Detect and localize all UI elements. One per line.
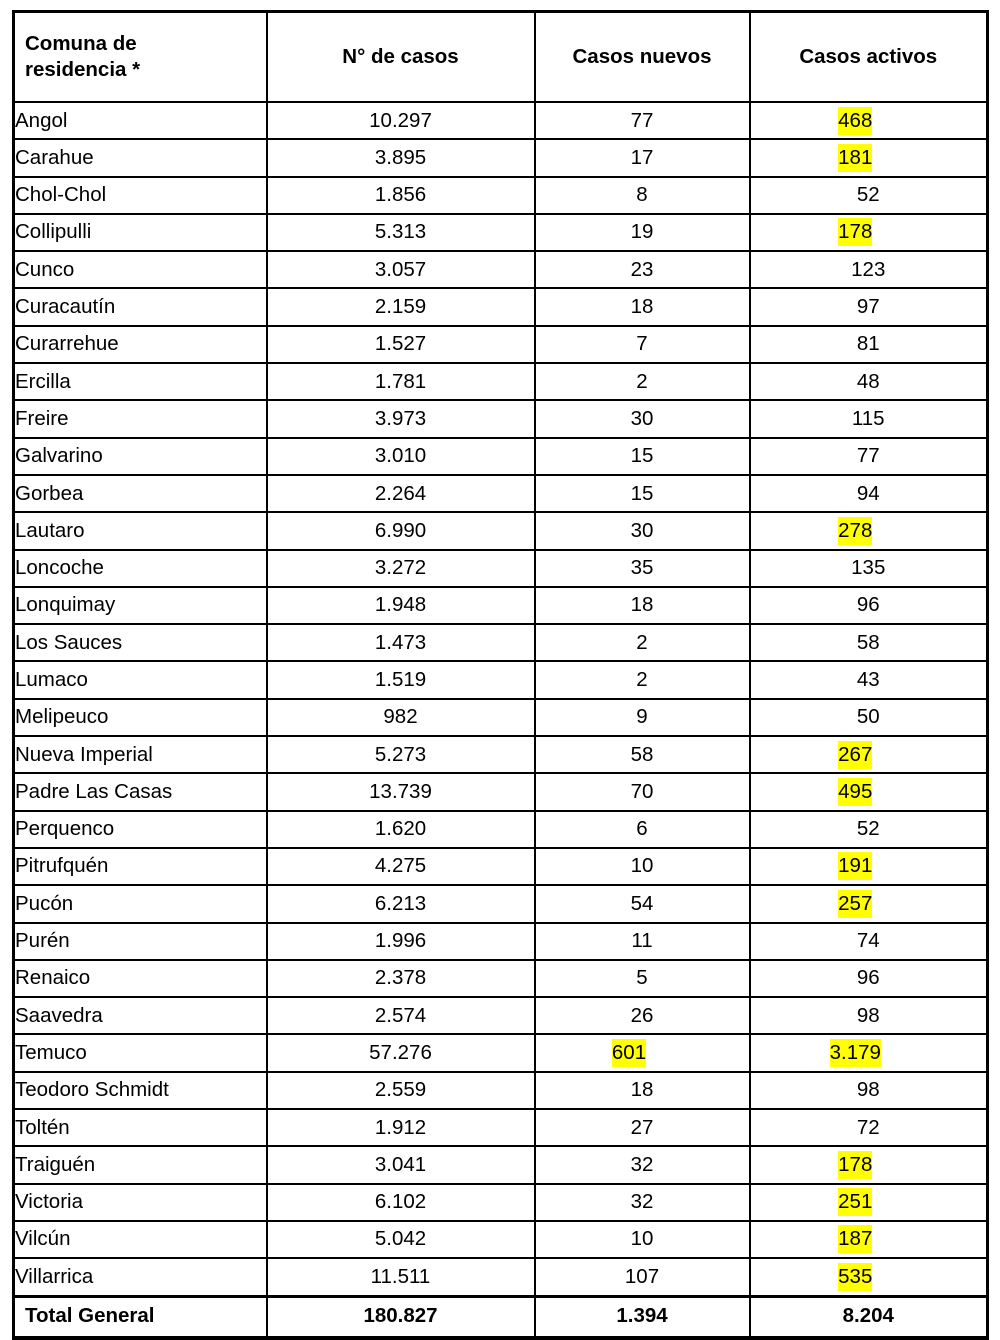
- cell-casos-nuevos: 54: [535, 885, 750, 922]
- table-row: [14, 923, 988, 960]
- cell-comuna: Ercilla: [14, 363, 267, 400]
- cell-casos-activos: 48: [750, 363, 988, 400]
- cell-comuna: Galvarino: [14, 438, 267, 475]
- cell-casos-nuevos: 32: [535, 1184, 750, 1221]
- cell-casos: 1.856: [267, 177, 535, 214]
- cell-comuna: Curacautín: [14, 288, 267, 325]
- cell-casos-activos: [750, 214, 988, 251]
- cell-comuna: Padre Las Casas: [14, 773, 267, 810]
- cell-casos-activos: 94: [750, 475, 988, 512]
- cell-casos-nuevos: 7: [535, 326, 750, 363]
- table-row: [14, 438, 988, 475]
- cell-casos: 13.739: [267, 773, 535, 810]
- cell-casos-activos: 98: [750, 997, 988, 1034]
- table-row: [14, 587, 988, 624]
- column-header-comuna-line1: Comuna de: [25, 31, 137, 55]
- cell-comuna: Freire: [14, 400, 267, 437]
- table-row: [14, 811, 988, 848]
- cell-casos-activos: 72: [750, 1109, 988, 1146]
- cell-casos-nuevos: 2: [535, 624, 750, 661]
- table-row: [14, 661, 988, 698]
- cell-casos: 57.276: [267, 1034, 535, 1071]
- cell-casos-nuevos: 10: [535, 848, 750, 885]
- cell-comuna: Nueva Imperial: [14, 736, 267, 773]
- cell-casos-nuevos: 107: [535, 1258, 750, 1296]
- table-row: [14, 363, 988, 400]
- table-row: [14, 177, 988, 214]
- cell-comuna: Traiguén: [14, 1146, 267, 1183]
- cell-casos-activos: [750, 1221, 988, 1258]
- cell-casos-nuevos: 58: [535, 736, 750, 773]
- highlight-marker: 601: [612, 1039, 646, 1067]
- cell-casos-activos: 98: [750, 1072, 988, 1109]
- cell-casos-activos: 115: [750, 400, 988, 437]
- highlight-marker: 495: [838, 778, 872, 806]
- cell-comuna: Victoria: [14, 1184, 267, 1221]
- cell-casos-nuevos: 32: [535, 1146, 750, 1183]
- cell-casos: 3.895: [267, 139, 535, 176]
- cell-casos-nuevos: 23: [535, 251, 750, 288]
- cell-casos-activos: 123: [750, 251, 988, 288]
- cell-casos: 1.948: [267, 587, 535, 624]
- cell-comuna: Renaico: [14, 960, 267, 997]
- cell-casos-activos: 50: [750, 699, 988, 736]
- cell-casos: 3.041: [267, 1146, 535, 1183]
- cell-casos-activos: [750, 1184, 988, 1221]
- table-row: [14, 1072, 988, 1109]
- total-casos-nuevos: 1.394: [535, 1296, 750, 1338]
- cell-casos: 1.527: [267, 326, 535, 363]
- cell-comuna: Loncoche: [14, 550, 267, 587]
- column-header-casos-activos: Casos activos: [750, 12, 988, 103]
- cell-casos-activos: [750, 1258, 988, 1296]
- table-row: [14, 773, 988, 810]
- cell-casos: 11.511: [267, 1258, 535, 1296]
- table-row: [14, 885, 988, 922]
- cell-casos: 3.973: [267, 400, 535, 437]
- cell-casos: 6.990: [267, 512, 535, 549]
- table-row: [14, 139, 988, 176]
- cell-casos-activos: 135: [750, 550, 988, 587]
- highlight-marker: 178: [838, 218, 872, 246]
- column-header-casos-nuevos: Casos nuevos: [535, 12, 750, 103]
- column-header-casos: N° de casos: [267, 12, 535, 103]
- cell-casos-activos: 43: [750, 661, 988, 698]
- table-row: [14, 1221, 988, 1258]
- cell-casos-activos: 96: [750, 587, 988, 624]
- table-row: [14, 736, 988, 773]
- cell-casos-nuevos: 30: [535, 512, 750, 549]
- cell-comuna: Perquenco: [14, 811, 267, 848]
- cell-comuna: Pitrufquén: [14, 848, 267, 885]
- cell-casos-nuevos: 6: [535, 811, 750, 848]
- table-row: [14, 1184, 988, 1221]
- highlight-marker: 267: [838, 741, 872, 769]
- cell-comuna: Cunco: [14, 251, 267, 288]
- cell-comuna: Villarrica: [14, 1258, 267, 1296]
- cell-casos-nuevos: 18: [535, 587, 750, 624]
- cell-casos-activos: [750, 848, 988, 885]
- cell-casos: 6.102: [267, 1184, 535, 1221]
- cell-casos-activos: [750, 139, 988, 176]
- table-row: [14, 512, 988, 549]
- cell-comuna: Purén: [14, 923, 267, 960]
- cell-casos-activos: 58: [750, 624, 988, 661]
- cell-comuna: Collipulli: [14, 214, 267, 251]
- cell-casos-nuevos: 11: [535, 923, 750, 960]
- cell-comuna: Saavedra: [14, 997, 267, 1034]
- cell-comuna: Chol-Chol: [14, 177, 267, 214]
- total-label: Total General: [14, 1296, 267, 1338]
- cell-casos-nuevos: 17: [535, 139, 750, 176]
- cell-casos-nuevos: [535, 1034, 750, 1071]
- cell-comuna: Pucón: [14, 885, 267, 922]
- cell-casos-nuevos: 26: [535, 997, 750, 1034]
- highlight-marker: 3.179: [830, 1039, 881, 1067]
- highlight-marker: 187: [838, 1225, 872, 1253]
- cell-casos-nuevos: 18: [535, 1072, 750, 1109]
- cell-casos-nuevos: 15: [535, 475, 750, 512]
- cell-casos-nuevos: 19: [535, 214, 750, 251]
- header-row: [14, 12, 988, 103]
- table-header: [14, 12, 988, 103]
- cell-casos-nuevos: 70: [535, 773, 750, 810]
- cell-casos-nuevos: 30: [535, 400, 750, 437]
- cell-casos-activos: [750, 1034, 988, 1071]
- cell-casos: 2.264: [267, 475, 535, 512]
- total-casos: 180.827: [267, 1296, 535, 1338]
- cell-casos: 2.574: [267, 997, 535, 1034]
- column-header-comuna: [14, 12, 267, 103]
- cell-casos-nuevos: 2: [535, 363, 750, 400]
- cell-casos: 6.213: [267, 885, 535, 922]
- table-row: [14, 624, 988, 661]
- table-row: [14, 550, 988, 587]
- cell-comuna: Lonquimay: [14, 587, 267, 624]
- cell-casos-nuevos: 5: [535, 960, 750, 997]
- table-row: [14, 699, 988, 736]
- total-casos-activos: 8.204: [750, 1296, 988, 1338]
- table-row: [14, 326, 988, 363]
- cell-casos: 3.057: [267, 251, 535, 288]
- cell-casos-nuevos: 18: [535, 288, 750, 325]
- cell-casos-activos: [750, 1146, 988, 1183]
- cell-casos: 3.010: [267, 438, 535, 475]
- highlight-marker: 191: [838, 852, 872, 880]
- cell-comuna: Lautaro: [14, 512, 267, 549]
- cell-comuna: Los Sauces: [14, 624, 267, 661]
- cell-casos-activos: 97: [750, 288, 988, 325]
- cell-casos: 982: [267, 699, 535, 736]
- cell-casos-activos: [750, 885, 988, 922]
- cell-comuna: Teodoro Schmidt: [14, 1072, 267, 1109]
- cell-casos-activos: [750, 102, 988, 139]
- cell-comuna: Vilcún: [14, 1221, 267, 1258]
- cell-casos-activos: [750, 773, 988, 810]
- cell-casos-nuevos: 9: [535, 699, 750, 736]
- cell-casos-activos: 81: [750, 326, 988, 363]
- total-row: [14, 1296, 988, 1338]
- cell-casos: 1.519: [267, 661, 535, 698]
- highlight-marker: 278: [838, 517, 872, 545]
- cell-casos-nuevos: 15: [535, 438, 750, 475]
- cell-comuna: Carahue: [14, 139, 267, 176]
- table-row: [14, 1258, 988, 1296]
- cell-comuna: Gorbea: [14, 475, 267, 512]
- cases-table-container: [12, 10, 986, 1340]
- cell-casos-nuevos: 10: [535, 1221, 750, 1258]
- cell-casos-nuevos: 2: [535, 661, 750, 698]
- column-header-comuna-line2: residencia *: [25, 58, 141, 81]
- cell-casos: 5.313: [267, 214, 535, 251]
- cell-comuna: Lumaco: [14, 661, 267, 698]
- cell-casos: 1.781: [267, 363, 535, 400]
- table-row: [14, 1034, 988, 1071]
- cell-casos-activos: 74: [750, 923, 988, 960]
- table-row: [14, 400, 988, 437]
- table-row: [14, 997, 988, 1034]
- cell-comuna: Temuco: [14, 1034, 267, 1071]
- cell-casos-nuevos: 35: [535, 550, 750, 587]
- cell-casos: 1.473: [267, 624, 535, 661]
- table-row: [14, 1109, 988, 1146]
- cell-casos: 4.275: [267, 848, 535, 885]
- cell-casos: 1.996: [267, 923, 535, 960]
- cell-casos-activos: 52: [750, 177, 988, 214]
- cell-casos: 10.297: [267, 102, 535, 139]
- highlight-marker: 178: [838, 1151, 872, 1179]
- cell-casos: 2.159: [267, 288, 535, 325]
- cell-comuna: Toltén: [14, 1109, 267, 1146]
- cell-casos-nuevos: 27: [535, 1109, 750, 1146]
- cell-casos-activos: [750, 736, 988, 773]
- cell-comuna: Melipeuco: [14, 699, 267, 736]
- cell-casos: 1.620: [267, 811, 535, 848]
- cell-casos-activos: 77: [750, 438, 988, 475]
- cell-casos-nuevos: 8: [535, 177, 750, 214]
- cell-casos-activos: 96: [750, 960, 988, 997]
- table-row: [14, 102, 988, 139]
- cell-casos-nuevos: 77: [535, 102, 750, 139]
- highlight-marker: 468: [838, 107, 872, 135]
- cell-casos: 5.273: [267, 736, 535, 773]
- table-row: [14, 288, 988, 325]
- cell-comuna: Curarrehue: [14, 326, 267, 363]
- cell-casos: 5.042: [267, 1221, 535, 1258]
- table-row: [14, 475, 988, 512]
- cell-casos: 2.559: [267, 1072, 535, 1109]
- cell-casos: 3.272: [267, 550, 535, 587]
- table-row: [14, 848, 988, 885]
- cell-casos-activos: [750, 512, 988, 549]
- highlight-marker: 535: [838, 1263, 872, 1291]
- covid-cases-by-comuna-table: [12, 10, 989, 1340]
- cell-casos-activos: 52: [750, 811, 988, 848]
- table-row: [14, 1146, 988, 1183]
- table-body: [14, 102, 988, 1338]
- cell-casos: 2.378: [267, 960, 535, 997]
- highlight-marker: 181: [838, 144, 872, 172]
- highlight-marker: 257: [838, 890, 872, 918]
- highlight-marker: 251: [838, 1188, 872, 1216]
- table-row: [14, 214, 988, 251]
- cell-comuna: Angol: [14, 102, 267, 139]
- table-row: [14, 251, 988, 288]
- cell-casos: 1.912: [267, 1109, 535, 1146]
- table-row: [14, 960, 988, 997]
